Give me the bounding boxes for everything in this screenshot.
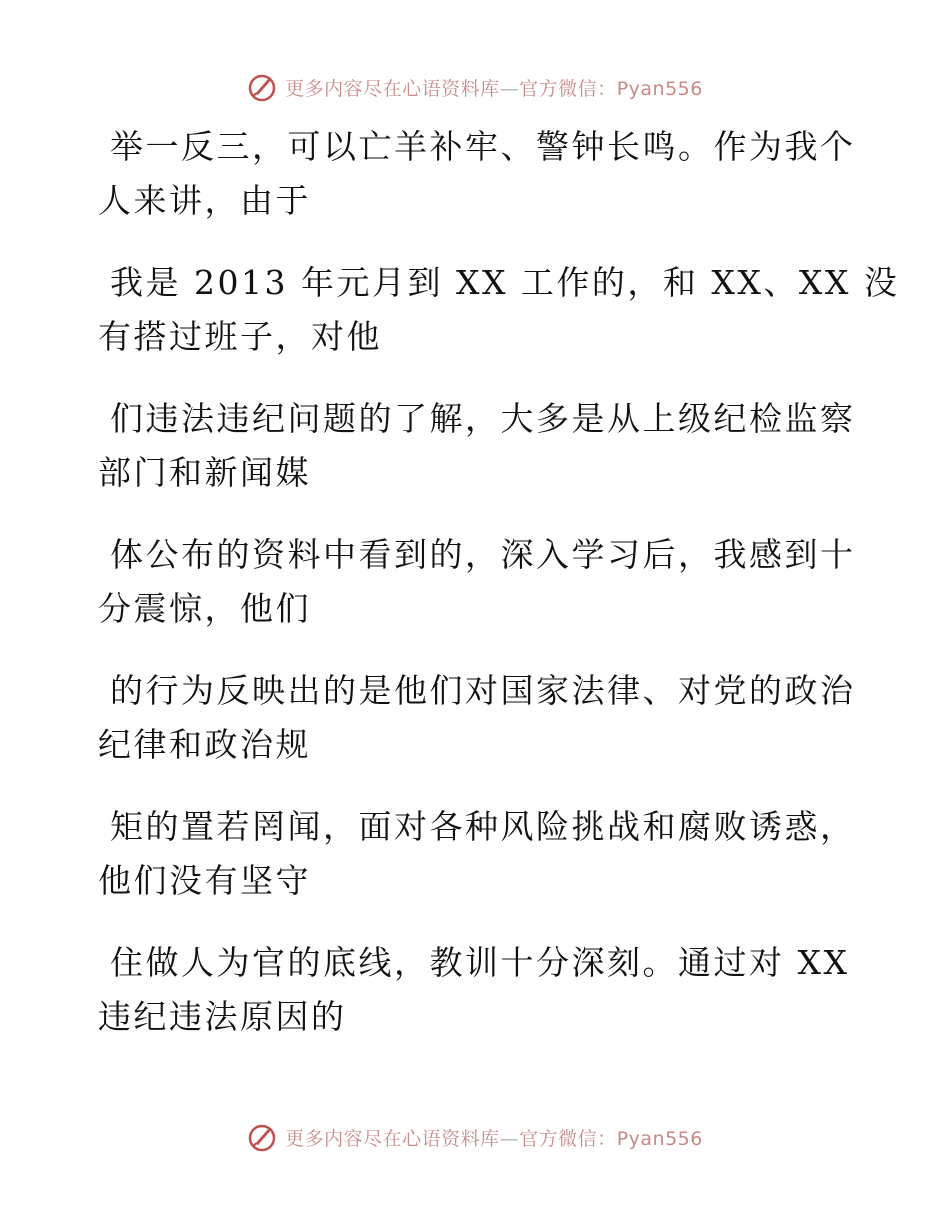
paragraph-line: 分震惊，他们	[98, 589, 311, 628]
paragraph	[98, 256, 900, 364]
paragraph-line: 举一反三，可以亡羊补牢、警钟长鸣。作为我个	[110, 127, 856, 166]
paragraph-line: 住做人为官的底线，教训十分深刻。通过对 XX	[110, 943, 850, 982]
paragraph-line: 他们没有坚守	[98, 861, 311, 900]
paragraph-line: 违纪违法原因的	[98, 997, 347, 1036]
document-body	[98, 120, 900, 1072]
paragraph-line: 们违法违纪问题的了解，大多是从上级纪检监察	[110, 399, 856, 438]
header-watermark-text: 更多内容尽在心语资料库—官方微信：Pyan556	[285, 77, 703, 100]
paragraph	[98, 120, 856, 228]
paragraph	[98, 528, 856, 636]
paragraph-line: 人来讲，由于	[98, 181, 311, 220]
quill-pen-logo-icon	[247, 1122, 277, 1152]
paragraph-line: 我是 2013 年元月到 XX 工作的，和 XX、XX 没	[110, 263, 900, 302]
paragraph-line: 纪律和政治规	[98, 725, 311, 764]
paragraph	[98, 800, 856, 908]
paragraph-line: 部门和新闻媒	[98, 453, 311, 492]
paragraph	[98, 664, 856, 772]
paragraph	[98, 936, 850, 1044]
page-footer-watermark	[0, 1122, 950, 1152]
paragraph-line: 的行为反映出的是他们对国家法律、对党的政治	[110, 671, 856, 710]
paragraph-line: 矩的置若罔闻，面对各种风险挑战和腐败诱惑，	[110, 807, 856, 846]
quill-pen-logo-icon	[247, 72, 277, 102]
footer-watermark-text: 更多内容尽在心语资料库—官方微信：Pyan556	[285, 1127, 703, 1150]
page-header-watermark	[0, 72, 950, 102]
paragraph-line: 有搭过班子，对他	[98, 317, 382, 356]
paragraph	[98, 392, 856, 500]
paragraph-line: 体公布的资料中看到的，深入学习后，我感到十	[110, 535, 856, 574]
